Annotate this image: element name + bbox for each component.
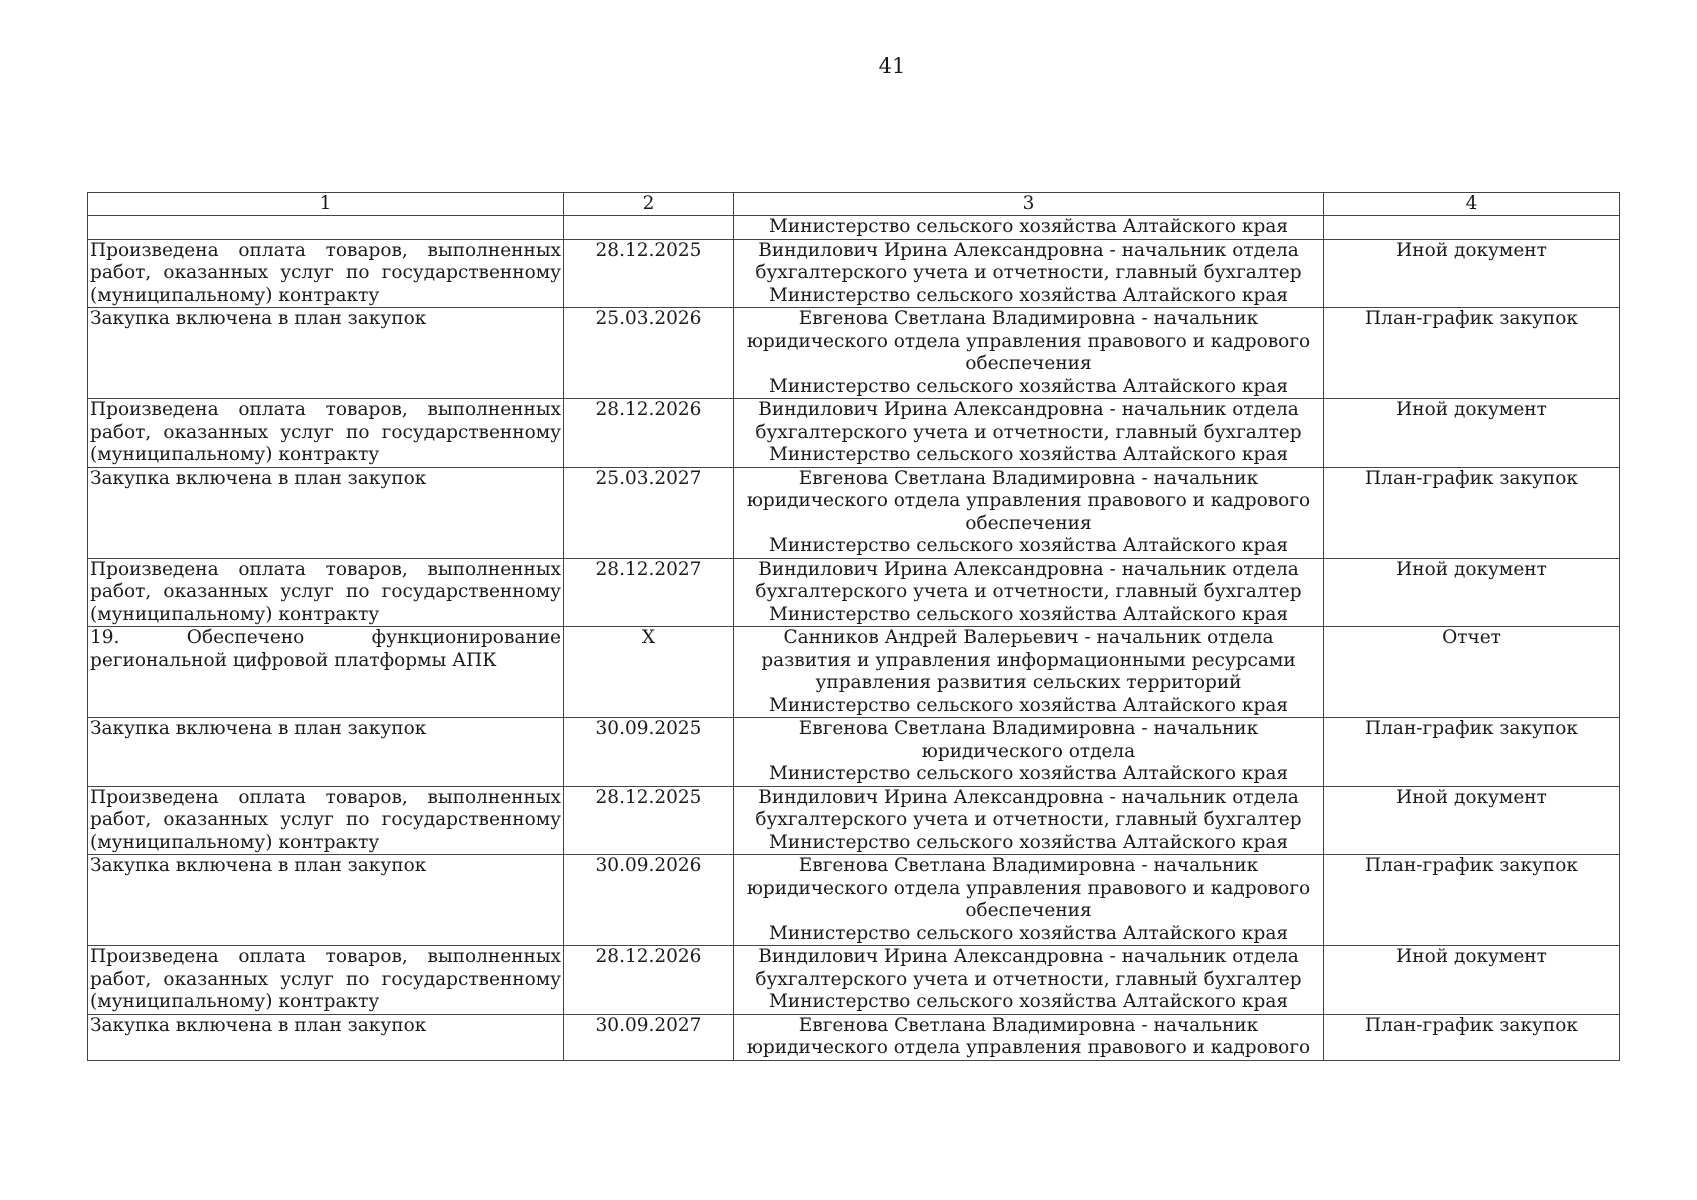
document-type-cell: План-график закупок (1324, 308, 1620, 399)
responsible-person: Виндилович Ирина Александровна - начальник отдела бухгалтерского учета и отчетности, главный бухгалтер (755, 946, 1302, 990)
date-cell: 28.12.2026 (564, 946, 734, 1015)
header-cell-4: 4 (1324, 193, 1620, 216)
responsible-cell (734, 216, 1324, 240)
event-description-cell: Закупка включена в план закупок (88, 467, 564, 558)
table-row (88, 786, 1620, 855)
document-type-cell: План-график закупок (1324, 718, 1620, 787)
responsible-person: Евгенова Светлана Владимировна - начальник юридического отдела (798, 718, 1259, 762)
document-type-cell (1324, 216, 1620, 240)
table-row (88, 216, 1620, 240)
document-type-cell: Иной документ (1324, 239, 1620, 308)
responsible-cell (734, 308, 1324, 399)
responsible-person: Евгенова Светлана Владимировна - начальник юридического отдела управления правового и кадрового обеспечения (746, 855, 1311, 921)
ministry-name: Министерство сельского хозяйства Алтайского края (768, 535, 1289, 556)
responsible-person: Виндилович Ирина Александровна - начальник отдела бухгалтерского учета и отчетности, главный бухгалтер (755, 239, 1302, 283)
table-row (88, 1014, 1620, 1060)
document-type-cell: План-график закупок (1324, 1014, 1620, 1060)
responsible-person: Санников Андрей Валерьевич - начальник отдела развития и управления информационными ресурсами управления развития сельских территорий (761, 627, 1296, 693)
page-number: 41 (878, 54, 906, 78)
date-cell: 28.12.2025 (564, 239, 734, 308)
ministry-name: Министерство сельского хозяйства Алтайского края (768, 284, 1289, 306)
responsible-cell (734, 718, 1324, 787)
header-cell-2: 2 (564, 193, 734, 216)
event-description-cell: Закупка включена в план закупок (88, 1014, 564, 1060)
table-row (88, 855, 1620, 946)
event-description-cell: Произведена оплата товаров, выполненных работ, оказанных услуг по государственному (муниципальному) контракту (88, 558, 564, 627)
document-type-cell: Иной документ (1324, 946, 1620, 1015)
date-cell: 30.09.2026 (564, 855, 734, 946)
responsible-cell (734, 467, 1324, 558)
event-description-cell: Произведена оплата товаров, выполненных работ, оказанных услуг по государственному (муниципальному) контракту (88, 946, 564, 1015)
responsible-cell (734, 399, 1324, 468)
responsible-person: Виндилович Ирина Александровна - начальник отдела бухгалтерского учета и отчетности, главный бухгалтер (755, 786, 1302, 830)
responsible-person: Евгенова Светлана Владимировна - начальник юридического отдела управления правового и кадрового обеспечения (746, 308, 1311, 374)
ministry-name: Министерство сельского хозяйства Алтайского края (768, 375, 1289, 397)
table-row (88, 718, 1620, 787)
date-cell (564, 216, 734, 240)
responsible-person: Виндилович Ирина Александровна - начальник отдела бухгалтерского учета и отчетности, главный бухгалтер (755, 558, 1302, 602)
ministry-name: Министерство сельского хозяйства Алтайского края (768, 991, 1289, 1012)
ministry-name: Министерство сельского хозяйства Алтайского края (768, 831, 1289, 853)
date-cell: 30.09.2027 (564, 1014, 734, 1060)
event-description-cell: 19. Обеспечено функционирование региональной цифровой платформы АПК (88, 627, 564, 718)
responsible-person: Евгенова Светлана Владимировна - начальник юридического отдела управления правового и кадрового обеспечения (746, 467, 1311, 534)
responsible-cell (734, 1014, 1324, 1060)
date-cell: X (564, 627, 734, 718)
event-description-cell: Произведена оплата товаров, выполненных работ, оказанных услуг по государственному (муниципальному) контракту (88, 786, 564, 855)
document-type-cell: Отчет (1324, 627, 1620, 718)
ministry-name: Министерство сельского хозяйства Алтайского края (768, 444, 1289, 465)
event-description-cell: Произведена оплата товаров, выполненных работ, оказанных услуг по государственному (муниципальному) контракту (88, 399, 564, 468)
header-cell-1: 1 (88, 193, 564, 216)
responsible-cell (734, 946, 1324, 1015)
document-type-cell: План-график закупок (1324, 855, 1620, 946)
responsible-person: Евгенова Светлана Владимировна - начальник юридического отдела управления правового и кадрового (746, 1014, 1311, 1058)
event-description-cell: Закупка включена в план закупок (88, 718, 564, 787)
event-description-cell: Закупка включена в план закупок (88, 855, 564, 946)
ministry-name: Министерство сельского хозяйства Алтайского края (768, 763, 1289, 784)
document-type-cell: План-график закупок (1324, 467, 1620, 558)
table-row (88, 627, 1620, 718)
date-cell: 28.12.2027 (564, 558, 734, 627)
table-row (88, 946, 1620, 1015)
responsible-person: Министерство сельского хозяйства Алтайского края (768, 216, 1289, 237)
document-type-cell: Иной документ (1324, 558, 1620, 627)
responsible-person: Виндилович Ирина Александровна - начальник отдела бухгалтерского учета и отчетности, главный бухгалтер (755, 399, 1302, 443)
ministry-name: Министерство сельского хозяйства Алтайского края (768, 603, 1289, 625)
responsible-cell (734, 627, 1324, 718)
table-row (88, 308, 1620, 399)
table-row (88, 239, 1620, 308)
date-cell: 25.03.2026 (564, 308, 734, 399)
date-cell: 28.12.2026 (564, 399, 734, 468)
header-cell-3: 3 (734, 193, 1324, 216)
ministry-name: Министерство сельского хозяйства Алтайского края (768, 694, 1289, 716)
responsible-cell (734, 855, 1324, 946)
document-type-cell: Иной документ (1324, 786, 1620, 855)
responsible-cell (734, 239, 1324, 308)
table-header-row (88, 193, 1620, 216)
event-description-cell: Закупка включена в план закупок (88, 308, 564, 399)
event-description-cell (88, 216, 564, 240)
date-cell: 25.03.2027 (564, 467, 734, 558)
ministry-name: Министерство сельского хозяйства Алтайского края (768, 922, 1289, 944)
document-table (87, 192, 1620, 1061)
date-cell: 30.09.2025 (564, 718, 734, 787)
responsible-cell (734, 786, 1324, 855)
document-type-cell: Иной документ (1324, 399, 1620, 468)
table-row (88, 467, 1620, 558)
date-cell: 28.12.2025 (564, 786, 734, 855)
table-row (88, 399, 1620, 468)
table-row (88, 558, 1620, 627)
responsible-cell (734, 558, 1324, 627)
event-description-cell: Произведена оплата товаров, выполненных работ, оказанных услуг по государственному (муниципальному) контракту (88, 239, 564, 308)
